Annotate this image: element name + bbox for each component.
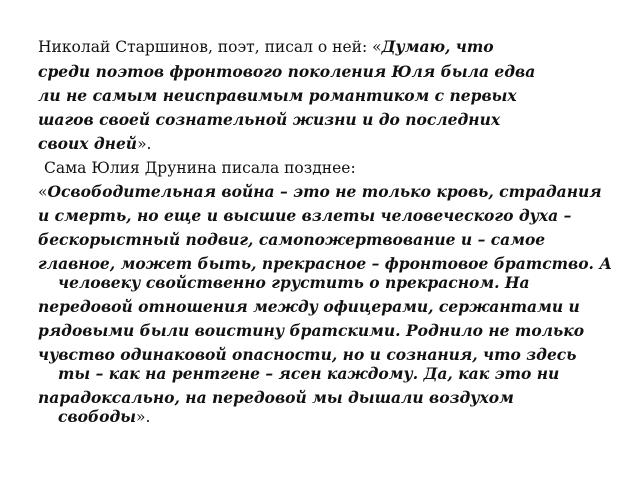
line-1-plain: Николай Старшинов, поэт, писал о ней: « bbox=[38, 38, 382, 56]
text-line-16 bbox=[38, 388, 514, 408]
text-line-3 bbox=[38, 86, 517, 106]
text-line-9 bbox=[38, 230, 545, 250]
text-line-7 bbox=[38, 182, 602, 202]
line-2-emphasis: среди поэтов фронтового поколения Юля была едва bbox=[38, 62, 536, 81]
line-4-emphasis: шагов своей сознательной жизни и до последних bbox=[38, 110, 501, 129]
text-line-12 bbox=[38, 297, 580, 317]
text-line-15 bbox=[58, 364, 559, 384]
line-12-emphasis: передовой отношения между офицерами, сержантами и bbox=[38, 297, 580, 316]
line-9-emphasis: бескорыстный подвиг, самопожертвование и – самое bbox=[38, 230, 546, 249]
text-line-10 bbox=[38, 254, 612, 274]
line-16-emphasis: парадоксально, на передовой мы дышали воздухом bbox=[38, 388, 514, 407]
line-13-emphasis: рядовыми были воистину братскими. Роднило не только bbox=[38, 321, 585, 340]
text-line-11 bbox=[58, 273, 530, 293]
text-line-5 bbox=[38, 134, 152, 154]
text-line-4 bbox=[38, 110, 500, 130]
line-3-emphasis: ли не самым неисправимым романтиком с первых bbox=[38, 86, 517, 105]
line-17-tail: ». bbox=[136, 408, 151, 426]
text-line-8 bbox=[38, 206, 571, 226]
line-5-tail: ». bbox=[137, 135, 152, 153]
line-10-emphasis: главное, может быть, прекрасное – фронтовое братство. А bbox=[38, 254, 612, 273]
line-6-plain: Сама Юлия Друнина писала позднее: bbox=[44, 159, 356, 177]
line-17-emphasis: свободы bbox=[58, 407, 137, 426]
line-11-emphasis: человеку свойственно грустить о прекрасном. На bbox=[58, 273, 530, 292]
text-line-1 bbox=[38, 37, 494, 57]
text-line-2 bbox=[38, 62, 535, 82]
text-line-6 bbox=[44, 158, 356, 178]
line-7-plain: « bbox=[38, 183, 48, 201]
text-line-14 bbox=[38, 345, 576, 365]
text-line-13 bbox=[38, 321, 584, 341]
line-1-emphasis: Думаю, что bbox=[381, 37, 494, 56]
line-15-emphasis: ты – как на рентгене – ясен каждому. Да, как это ни bbox=[58, 364, 560, 383]
text-line-17 bbox=[58, 407, 150, 427]
line-5-emphasis: своих дней bbox=[38, 134, 138, 153]
line-14-emphasis: чувство одинаковой опасности, но и сознания, что здесь bbox=[38, 345, 577, 364]
line-7-emphasis: Освободительная война – это не только кровь, страдания bbox=[47, 182, 602, 201]
line-8-emphasis: и смерть, но еще и высшие взлеты человеческого духа – bbox=[38, 206, 572, 225]
